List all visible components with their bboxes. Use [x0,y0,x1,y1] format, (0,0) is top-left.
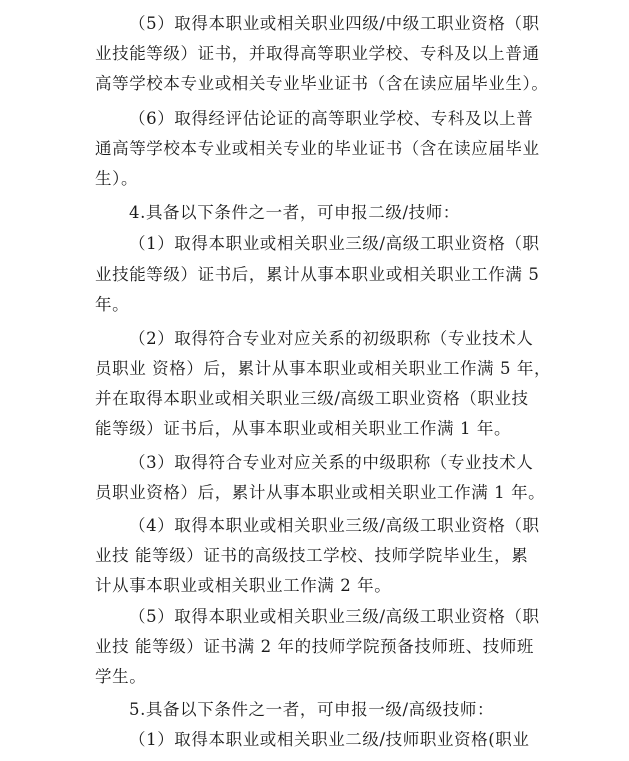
text-line: 年。 [95,295,130,314]
section-heading: 5.具备以下条件之一者，可申报一级/高级技师： [129,700,495,719]
text-line: 业技 能等级）证书满 2 年的技师学院预备技师班、技师班 [95,637,535,656]
text-line: 通高等学校本专业或相关专业的毕业证书（含在读应届毕业 [95,139,540,158]
text-line: 高等学校本专业或相关专业毕业证书（含在读应届毕业生）。 [95,74,549,93]
text-line: 生）。 [95,169,139,188]
text-line: 员职业 资格）后，累计从事本职业或相关职业工作满 5 年， [95,359,552,378]
text-line: 业技能等级）证书，并取得高等职业学校、专科及以上普通 [95,44,540,63]
text-line: 业技 能等级）证书的高级技工学校、技师学院毕业生，累 [95,546,529,565]
text-line: （2）取得符合专业对应关系的初级职称（专业技术人 [129,329,534,348]
text-line: 能等级）证书后，从事本职业或相关职业工作满 1 年。 [95,419,512,438]
text-line: （5）取得本职业或相关职业四级/中级工职业资格（职 [129,14,540,33]
text-line: 学生。 [95,667,147,686]
section-heading: 4.具备以下条件之一者，可申报二级/技师： [129,203,460,222]
text-line: （1）取得本职业或相关职业二级/技师职业资格(职业 [129,730,530,749]
text-line: （5）取得本职业或相关职业三级/高级工职业资格（职 [129,607,540,626]
text-line: 员职业资格）后，累计从事本职业或相关职业工作满 1 年。 [95,483,546,502]
text-line: 并在取得本职业或相关职业三级/高级工职业资格（职业技 [95,389,529,408]
text-line: （6）取得经评估论证的高等职业学校、专科及以上普 [129,109,534,128]
text-line: （3）取得符合专业对应关系的中级职称（专业技术人 [129,453,534,472]
text-line: （1）取得本职业或相关职业三级/高级工职业资格（职 [129,234,540,253]
text-line: （4）取得本职业或相关职业三级/高级工职业资格（职 [129,516,540,535]
text-line: 业技能等级）证书后，累计从事本职业或相关职业工作满 5 [95,265,540,284]
text-line: 计从事本职业或相关职业工作满 2 年。 [95,576,392,595]
